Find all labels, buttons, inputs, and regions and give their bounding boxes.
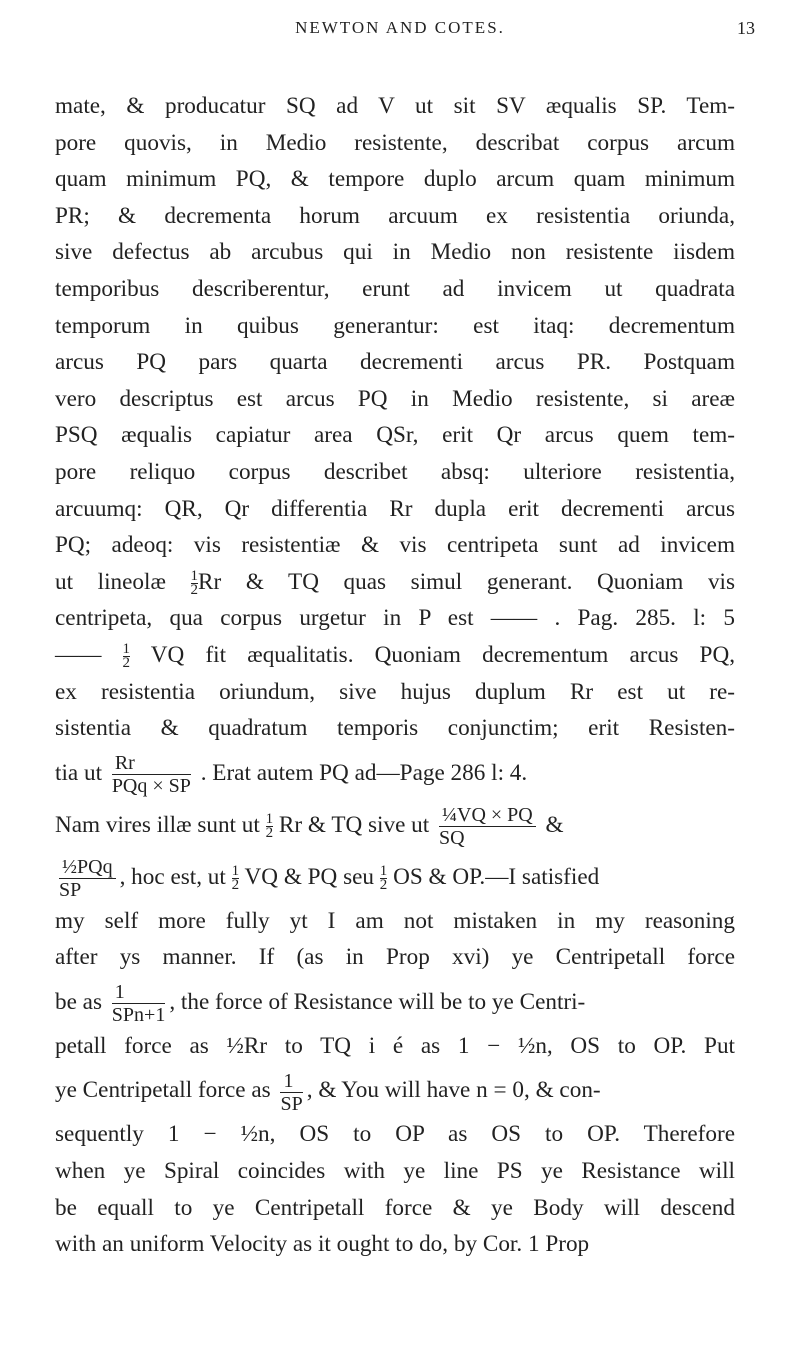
text-line xyxy=(55,976,735,1028)
text-line: arcuumq: QR, Qr differentia Rr dupla erit decrementi arcus xyxy=(55,495,735,522)
page-number: 13 xyxy=(737,18,755,38)
text-line: vero descriptus est arcus PQ in Medio resistente, si areæ xyxy=(55,385,735,412)
text-fragment: VQ fit æqualitatis. Quoniam decrementum arcus PQ, xyxy=(150,641,735,668)
fraction: $\frac{1}{\text{SPn+1}}$ xyxy=(111,981,166,1027)
half-fraction: $\frac{1}{2}$ xyxy=(265,810,274,841)
text-line: pore quovis, in Medio resistente, describat corpus arcum xyxy=(55,129,735,156)
text-fragment: . Erat autem PQ ad—Page 286 l: 4. xyxy=(200,759,528,786)
half-fraction: $\frac{1}{2}$ xyxy=(122,641,131,672)
body-text xyxy=(55,88,735,1263)
text-line xyxy=(55,564,735,601)
half-fraction: $\frac{1}{2}$ xyxy=(379,862,388,893)
text-line: PQ; adeoq: vis resistentiæ & vis centripeta sunt ad invicem xyxy=(55,532,735,559)
page-header xyxy=(0,14,800,44)
text-fragment: , the force of Resistance will be to ye Centri- xyxy=(169,988,586,1015)
half-fraction: $\frac{1}{2}$ xyxy=(231,862,240,893)
text-line: PR; & decrementa horum arcuum ex resistentia oriunda, xyxy=(55,202,735,229)
text-line: with an uniform Velocity as it ought to do, by Cor. 1 Prop xyxy=(55,1231,590,1258)
text-fragment: VQ & PQ seu xyxy=(244,863,374,890)
text-line: PSQ æqualis capiatur area QSr, erit Qr arcus quem tem- xyxy=(55,422,735,449)
text-line: mate, & producatur SQ ad V ut sit SV æqualis SP. Tem- xyxy=(55,93,735,119)
text-fragment: , & You will have n = 0, & con- xyxy=(306,1077,601,1104)
text-fragment: tia ut xyxy=(55,759,103,786)
text-line xyxy=(55,799,735,851)
text-fragment: —— xyxy=(55,641,102,668)
text-line: temporibus describerentur, erunt ad invicem ut quadrata xyxy=(55,275,735,302)
text-line xyxy=(55,1064,735,1116)
text-line xyxy=(55,637,735,674)
fraction: $\frac{\text{¼VQ × PQ}}{SQ}$ xyxy=(439,804,536,849)
text-line: sive defectus ab arcubus qui in Medio non resistente iisdem xyxy=(55,239,735,266)
half-fraction: $\frac{1}{2}$ xyxy=(190,567,199,598)
text-line: pore reliquo corpus describet absq: ulteriore resistentia, xyxy=(55,458,735,485)
text-line: be equall to ye Centripetall force & ye Body will descend xyxy=(55,1194,735,1221)
text-line xyxy=(55,851,735,903)
text-line: centripeta, qua corpus urgetur in P est —— . Pag. 285. l: 5 xyxy=(55,605,735,632)
running-head: NEWTON AND COTES. xyxy=(295,18,505,37)
text-line: sequently 1 − ½n, OS to OP as OS to OP. Therefore xyxy=(55,1121,735,1148)
text-fragment: ye Centripetall force as xyxy=(55,1077,271,1104)
text-line: my self more fully yt I am not mistaken in my reasoning xyxy=(55,907,735,934)
text-fragment: , hoc est, ut xyxy=(119,863,226,890)
text-line: temporum in quibus generantur: est itaq: decrementum xyxy=(55,312,735,339)
text-fragment: Rr & TQ sive ut xyxy=(278,811,430,838)
text-line: after ys manner. If (as in Prop xvi) ye Centripetall force xyxy=(55,944,735,971)
text-line xyxy=(55,747,735,799)
fraction: $\frac{Rr}{\text{PQq × SP}}$ xyxy=(111,751,191,797)
text-fragment: Nam vires illæ sunt ut xyxy=(55,811,260,838)
text-line: ex resistentia oriundum, sive hujus duplum Rr est ut re- xyxy=(55,678,735,705)
text-line: arcus PQ pars quarta decrementi arcus PR. Postquam xyxy=(55,349,735,376)
text-line: when ye Spiral coincides with ye line PS ye Resistance will xyxy=(55,1158,735,1185)
text-fragment: & xyxy=(545,811,564,838)
fraction: $\frac{\text{½PQq}}{SP}$ xyxy=(59,856,116,901)
text-fragment: OS & OP.—I satisfied xyxy=(393,863,600,890)
text-fragment: Rr & TQ quas simul generant. Quoniam vis xyxy=(198,568,735,595)
text-fragment: be as xyxy=(55,988,102,1015)
text-fragment: ut lineolæ xyxy=(55,568,166,595)
text-line: quam minimum PQ, & tempore duplo arcum quam minimum xyxy=(55,166,735,193)
text-line: sistentia & quadratum temporis conjunctim; erit Resisten- xyxy=(55,715,735,742)
text-line: petall force as ½Rr to TQ i é as 1 − ½n, OS to OP. Put xyxy=(55,1032,735,1059)
fraction: $\frac{1}{SP}$ xyxy=(280,1069,303,1115)
